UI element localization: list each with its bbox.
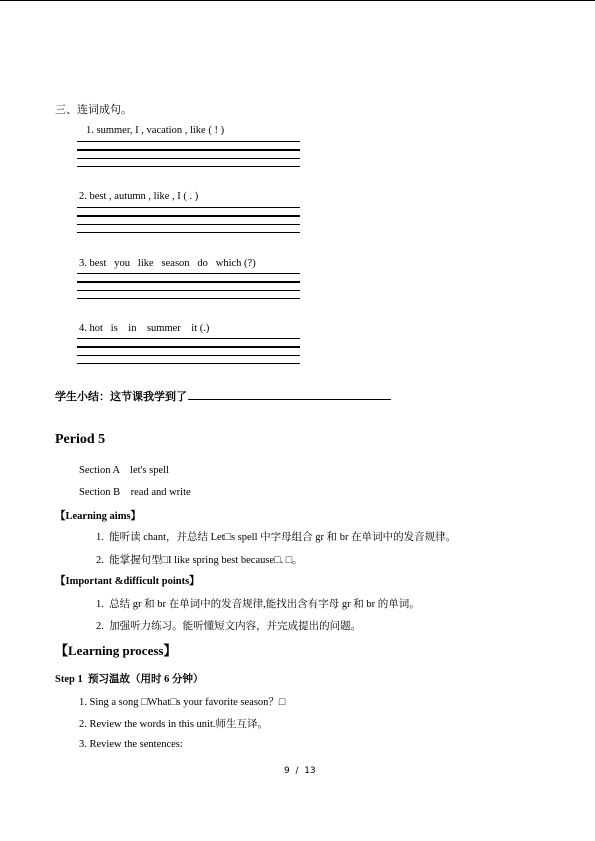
answer-lines-1	[77, 141, 300, 174]
aim-2: 2. 能掌握句型□I like spring best because□. □。	[96, 555, 303, 566]
section-a: Section A let's spell	[79, 465, 169, 476]
period-title: Period 5	[55, 432, 106, 447]
student-summary-label: 学生小结：这节课我学到了	[55, 391, 187, 403]
point-1: 1. 总结 gr 和 br 在单词中的发音规律,能找出含有字母 gr 和 br 的单词。	[96, 599, 420, 610]
question-3: 3. best you like season do which (?)	[79, 258, 256, 269]
point-2: 2. 加强听力练习。能听懂短文内容，并完成提出的问题。	[96, 621, 362, 632]
learning-aims-heading: 【Learning aims】	[55, 511, 142, 522]
aim-1: 1. 能听读 chant，并总结 Let□s spell 中字母组合 gr 和 br 在单词中的发音规律。	[96, 532, 457, 543]
answer-lines-2	[77, 207, 300, 240]
question-2: 2. best , autumn , like , I ( . )	[79, 191, 199, 202]
page-number: 9 / 13	[284, 766, 316, 776]
section-heading: 三、连词成句。	[55, 104, 132, 116]
answer-lines-4	[77, 338, 300, 371]
points-heading: 【Important &difficult points】	[55, 576, 200, 587]
question-4: 4. hot is in summer it (.)	[79, 323, 210, 334]
question-1: 1. summer, I , vacation , like ( ! )	[86, 125, 225, 136]
section-b: Section B read and write	[79, 487, 191, 498]
summary-blank-line	[188, 389, 391, 400]
step1-item-2: 2. Review the words in this unit.师生互译。	[79, 719, 268, 730]
student-summary	[55, 388, 391, 404]
answer-lines-3	[77, 273, 300, 306]
learning-process-heading: 【Learning process】	[55, 643, 177, 658]
step1-item-3: 3. Review the sentences:	[79, 739, 183, 750]
page-top-rule	[0, 0, 595, 1]
step1-item-1: 1. Sing a song □What□s your favorite season？□	[79, 697, 286, 708]
step1-heading: Step 1 预习温故（用时 6 分钟）	[55, 674, 204, 685]
